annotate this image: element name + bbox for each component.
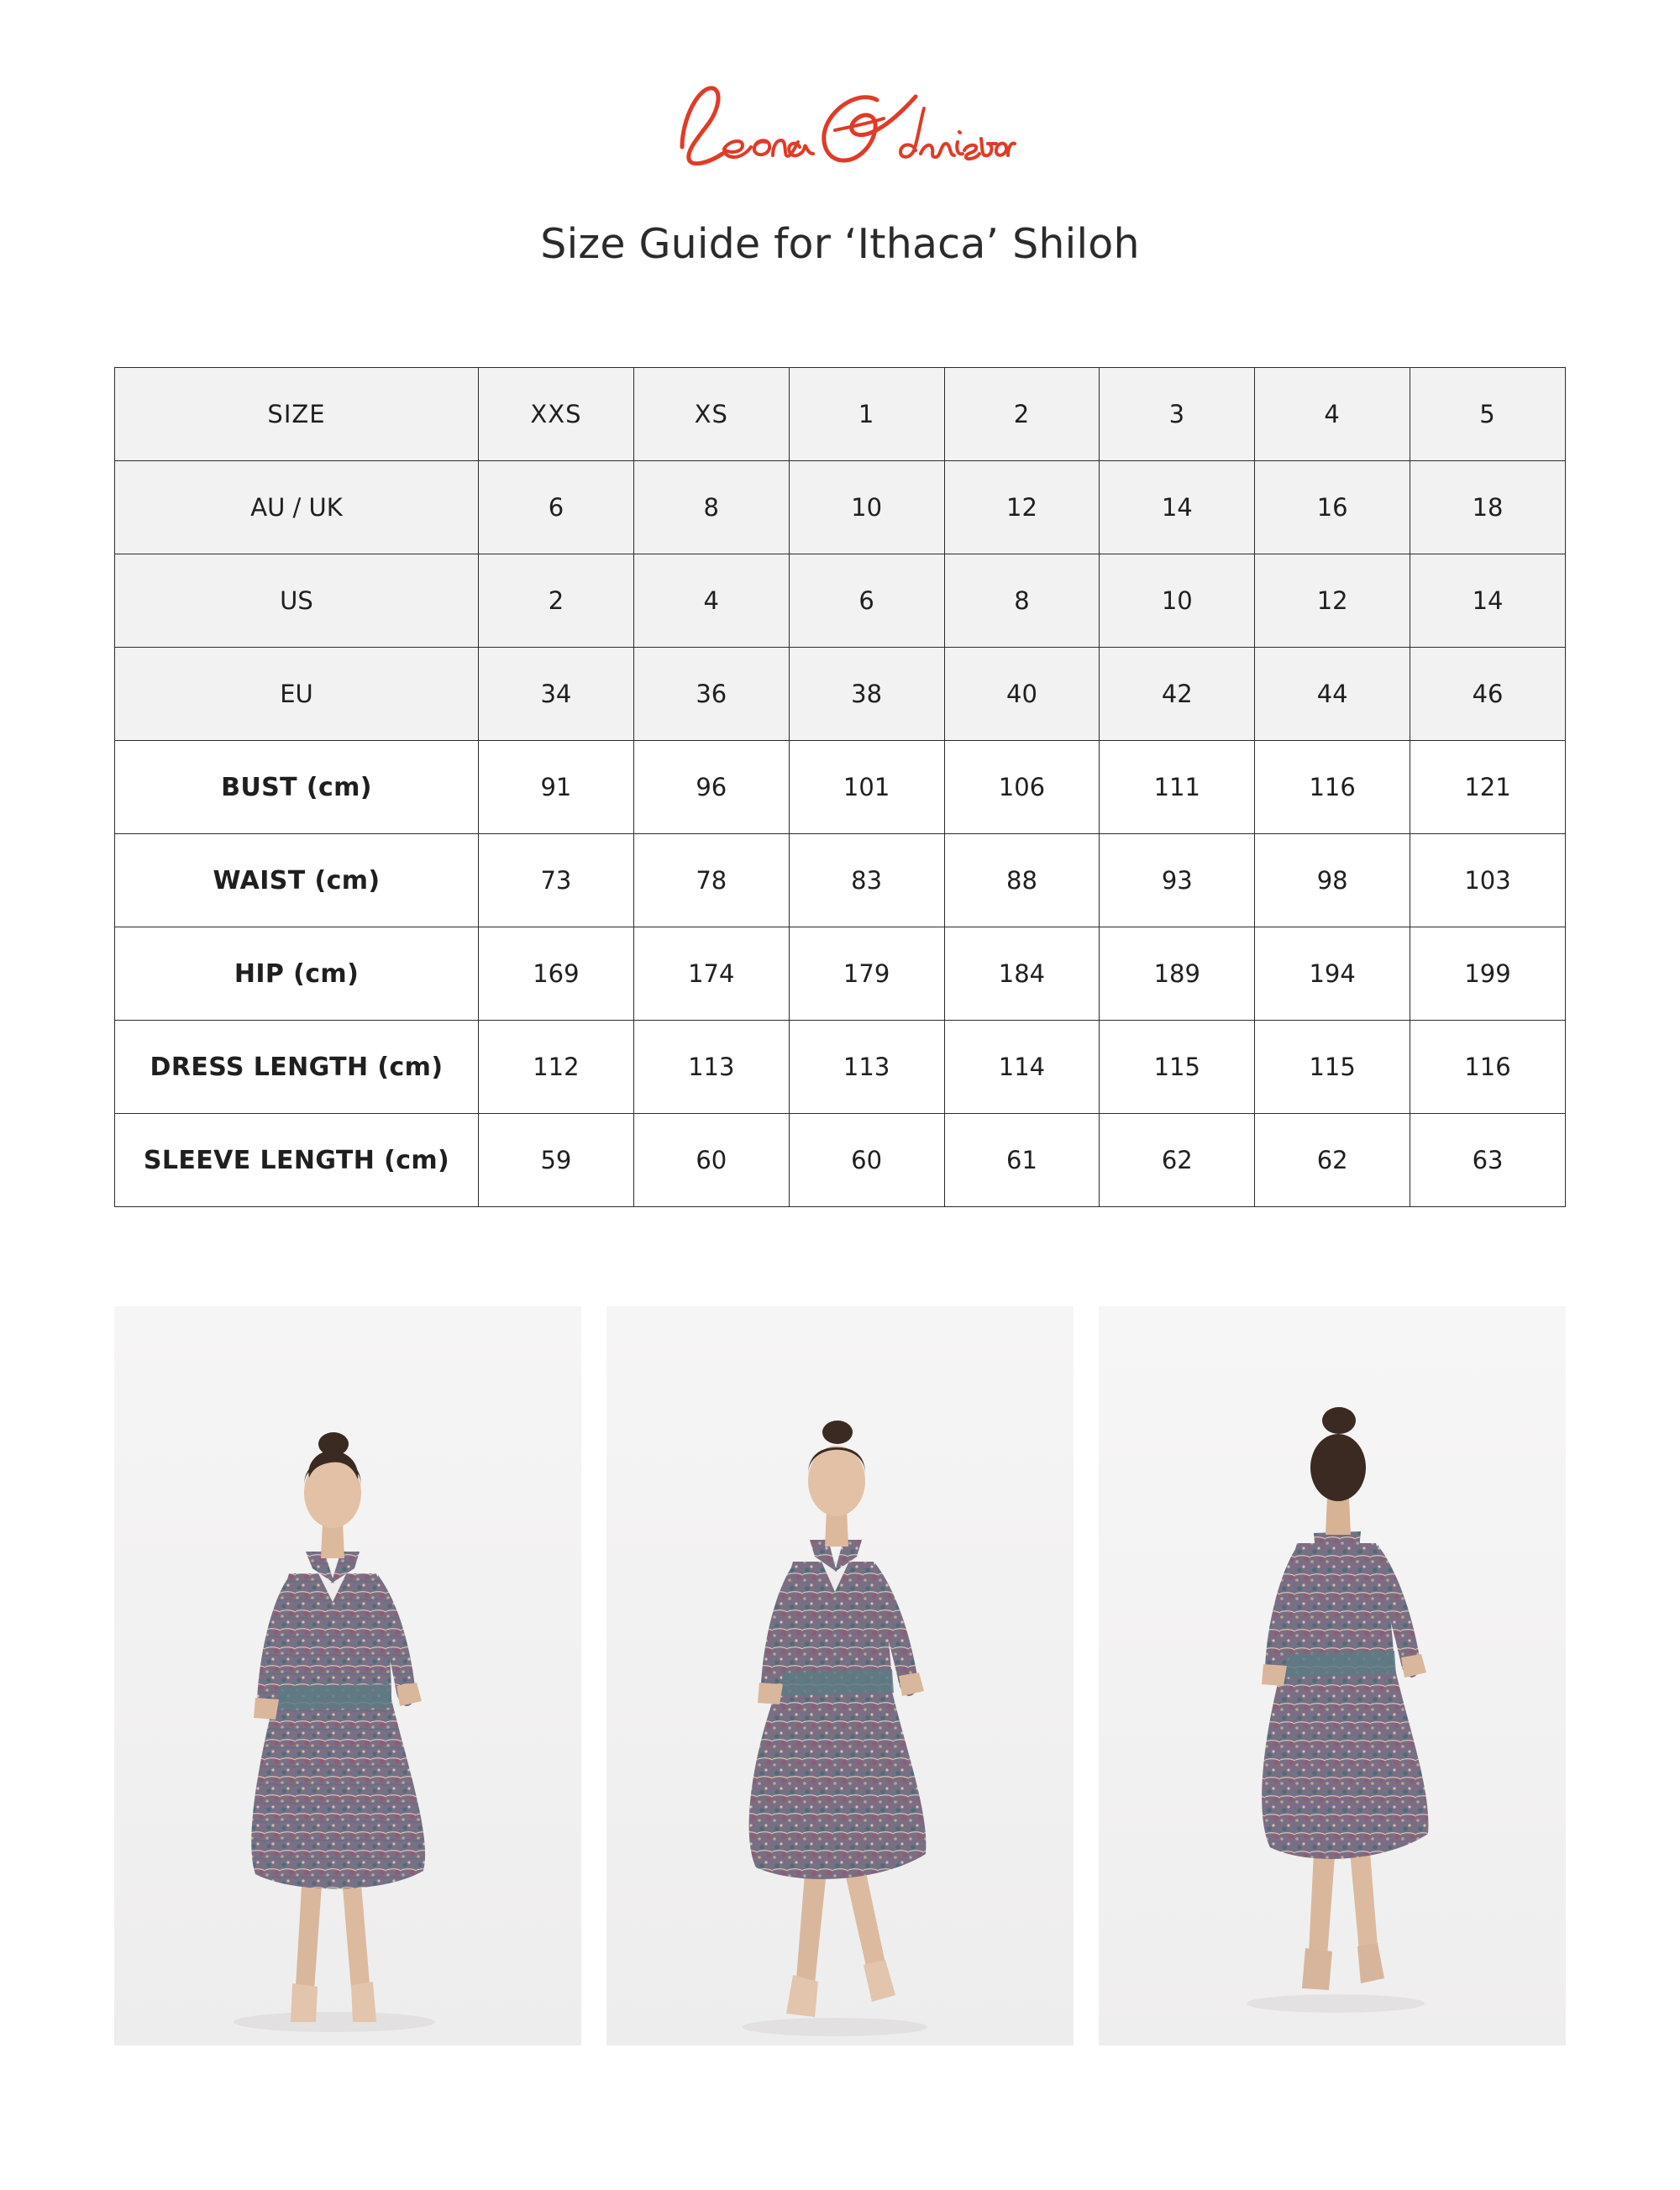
row-cell: 6	[479, 461, 634, 554]
model-back-view	[1099, 1306, 1566, 2046]
row-cell: 4	[633, 554, 789, 648]
table-row	[115, 1021, 1566, 1114]
table-header-cell-3: 3	[1100, 368, 1255, 461]
model-back-photo	[1099, 1306, 1566, 2046]
row-cell: 42	[1100, 648, 1255, 741]
row-cell: 121	[1410, 741, 1566, 834]
table-row	[115, 554, 1566, 648]
row-label: WAIST (cm)	[115, 834, 479, 927]
row-cell: 61	[944, 1114, 1100, 1207]
row-cell: 10	[789, 461, 944, 554]
page-title: Size Guide for ‘Ithaca’ Shiloh	[540, 220, 1140, 268]
row-cell: 199	[1410, 927, 1566, 1021]
table-header-cell-2: 2	[944, 368, 1100, 461]
row-cell: 8	[944, 554, 1100, 648]
table-header-cell-4: 4	[1255, 368, 1410, 461]
model-front-photo	[114, 1306, 581, 2046]
row-label: BUST (cm)	[115, 741, 479, 834]
row-cell: 10	[1100, 554, 1255, 648]
table-header-row	[115, 368, 1566, 461]
row-cell: 6	[789, 554, 944, 648]
row-cell: 62	[1255, 1114, 1410, 1207]
table-row	[115, 648, 1566, 741]
row-cell: 8	[633, 461, 789, 554]
model-front-view	[114, 1306, 581, 2046]
row-cell: 112	[479, 1021, 634, 1114]
row-cell: 62	[1100, 1114, 1255, 1207]
table-header-cell-size: SIZE	[115, 368, 479, 461]
row-cell: 93	[1100, 834, 1255, 927]
table-row	[115, 461, 1566, 554]
table-header-cell-5: 5	[1410, 368, 1566, 461]
row-label: US	[115, 554, 479, 648]
row-label: SLEEVE LENGTH (cm)	[115, 1114, 479, 1207]
row-cell: 115	[1255, 1021, 1410, 1114]
model-walking-view	[606, 1306, 1074, 2046]
table-row	[115, 741, 1566, 834]
row-cell: 169	[479, 927, 634, 1021]
row-cell: 38	[789, 648, 944, 741]
brand-logo	[0, 0, 1680, 168]
row-cell: 73	[479, 834, 634, 927]
row-cell: 40	[944, 648, 1100, 741]
row-cell: 46	[1410, 648, 1566, 741]
row-label: EU	[115, 648, 479, 741]
row-cell: 14	[1100, 461, 1255, 554]
row-cell: 60	[789, 1114, 944, 1207]
table-header-cell-xxs: XXS	[479, 368, 634, 461]
row-cell: 34	[479, 648, 634, 741]
row-cell: 103	[1410, 834, 1566, 927]
size-table	[114, 367, 1566, 1207]
row-cell: 101	[789, 741, 944, 834]
row-cell: 113	[789, 1021, 944, 1114]
row-cell: 44	[1255, 648, 1410, 741]
row-cell: 12	[1255, 554, 1410, 648]
row-label: AU / UK	[115, 461, 479, 554]
row-cell: 78	[633, 834, 789, 927]
row-label: DRESS LENGTH (cm)	[115, 1021, 479, 1114]
row-cell: 2	[479, 554, 634, 648]
table-row	[115, 834, 1566, 927]
table-row	[115, 927, 1566, 1021]
row-cell: 174	[633, 927, 789, 1021]
row-cell: 184	[944, 927, 1100, 1021]
size-table-wrapper	[114, 367, 1566, 1207]
leona-edmiston-script-logo	[664, 66, 1016, 192]
product-photo-gallery	[114, 1306, 1566, 2046]
row-cell: 60	[633, 1114, 789, 1207]
row-cell: 59	[479, 1114, 634, 1207]
row-cell: 63	[1410, 1114, 1566, 1207]
row-label: HIP (cm)	[115, 927, 479, 1021]
row-cell: 14	[1410, 554, 1566, 648]
row-cell: 111	[1100, 741, 1255, 834]
row-cell: 83	[789, 834, 944, 927]
row-cell: 18	[1410, 461, 1566, 554]
row-cell: 106	[944, 741, 1100, 834]
row-cell: 91	[479, 741, 634, 834]
row-cell: 115	[1100, 1021, 1255, 1114]
row-cell: 96	[633, 741, 789, 834]
row-cell: 189	[1100, 927, 1255, 1021]
row-cell: 179	[789, 927, 944, 1021]
row-cell: 16	[1255, 461, 1410, 554]
row-cell: 116	[1410, 1021, 1566, 1114]
table-header-cell-xs: XS	[633, 368, 789, 461]
row-cell: 116	[1255, 741, 1410, 834]
row-cell: 36	[633, 648, 789, 741]
row-cell: 12	[944, 461, 1100, 554]
model-walking-photo	[606, 1306, 1074, 2046]
row-cell: 88	[944, 834, 1100, 927]
table-row	[115, 1114, 1566, 1207]
row-cell: 194	[1255, 927, 1410, 1021]
table-header-cell-1: 1	[789, 368, 944, 461]
row-cell: 114	[944, 1021, 1100, 1114]
row-cell: 113	[633, 1021, 789, 1114]
row-cell: 98	[1255, 834, 1410, 927]
